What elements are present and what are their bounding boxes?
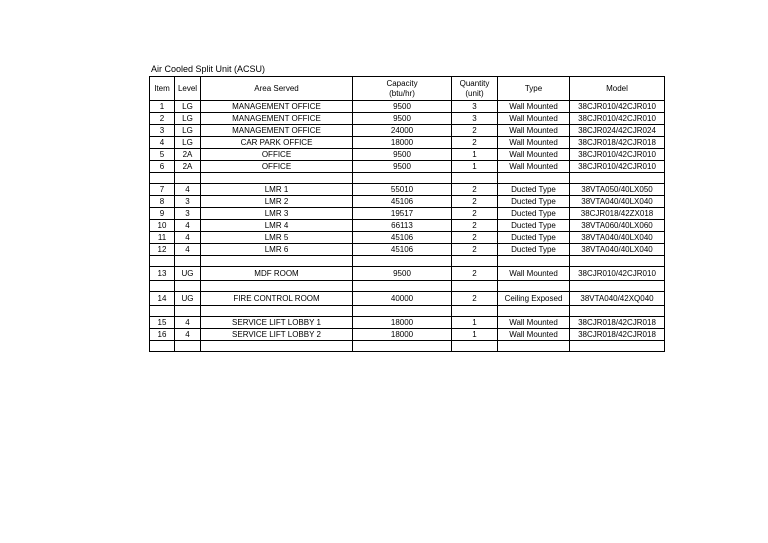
empty-cell <box>150 306 175 317</box>
empty-cell <box>353 306 452 317</box>
empty-cell <box>498 281 570 292</box>
cell-level: UG <box>175 292 201 306</box>
cell-quantity: 2 <box>452 125 498 137</box>
cell-area: LMR 2 <box>201 196 353 208</box>
cell-level: 2A <box>175 161 201 173</box>
empty-cell <box>570 306 665 317</box>
table-row <box>150 125 665 137</box>
empty-cell <box>452 281 498 292</box>
cell-area: MDF ROOM <box>201 267 353 281</box>
cell-quantity: 1 <box>452 161 498 173</box>
empty-cell <box>150 173 175 184</box>
cell-item: 16 <box>150 329 175 341</box>
table-row <box>150 292 665 306</box>
cell-type: Ducted Type <box>498 196 570 208</box>
cell-model: 38VTA040/40LX040 <box>570 196 665 208</box>
header-area-served: Area Served <box>201 77 353 101</box>
cell-item: 1 <box>150 101 175 113</box>
empty-cell <box>201 281 353 292</box>
cell-capacity: 19517 <box>353 208 452 220</box>
spacer-row <box>150 173 665 184</box>
table-row <box>150 161 665 173</box>
empty-cell <box>201 306 353 317</box>
empty-cell <box>452 341 498 352</box>
cell-item: 15 <box>150 317 175 329</box>
table-row <box>150 137 665 149</box>
empty-cell <box>452 173 498 184</box>
cell-capacity: 40000 <box>353 292 452 306</box>
table-body <box>150 101 665 352</box>
cell-level: UG <box>175 267 201 281</box>
cell-quantity: 1 <box>452 329 498 341</box>
cell-area: MANAGEMENT OFFICE <box>201 125 353 137</box>
cell-quantity: 2 <box>452 184 498 196</box>
cell-area: MANAGEMENT OFFICE <box>201 101 353 113</box>
cell-model: 38VTA040/40LX040 <box>570 232 665 244</box>
cell-type: Ceiling Exposed <box>498 292 570 306</box>
cell-level: 4 <box>175 244 201 256</box>
cell-quantity: 2 <box>452 208 498 220</box>
cell-quantity: 2 <box>452 196 498 208</box>
cell-model: 38VTA040/40LX040 <box>570 244 665 256</box>
cell-item: 12 <box>150 244 175 256</box>
empty-cell <box>570 173 665 184</box>
cell-type: Wall Mounted <box>498 137 570 149</box>
cell-level: 2A <box>175 149 201 161</box>
table-row <box>150 101 665 113</box>
empty-cell <box>353 256 452 267</box>
cell-model: 38CJR018/42CJR018 <box>570 329 665 341</box>
cell-type: Wall Mounted <box>498 125 570 137</box>
header-capacity: Capacity (btu/hr) <box>353 77 452 101</box>
empty-cell <box>175 281 201 292</box>
cell-level: 4 <box>175 317 201 329</box>
cell-type: Wall Mounted <box>498 149 570 161</box>
empty-cell <box>570 281 665 292</box>
cell-type: Ducted Type <box>498 244 570 256</box>
empty-cell <box>150 341 175 352</box>
empty-cell <box>201 256 353 267</box>
cell-model: 38CJR010/42CJR010 <box>570 113 665 125</box>
table-title: Air Cooled Split Unit (ACSU) <box>151 64 266 74</box>
cell-type: Ducted Type <box>498 208 570 220</box>
spacer-row <box>150 306 665 317</box>
empty-cell <box>175 173 201 184</box>
cell-capacity: 66113 <box>353 220 452 232</box>
cell-model: 38CJR010/42CJR010 <box>570 101 665 113</box>
cell-model: 38CJR010/42CJR010 <box>570 267 665 281</box>
empty-cell <box>570 256 665 267</box>
cell-area: LMR 4 <box>201 220 353 232</box>
cell-level: 4 <box>175 232 201 244</box>
cell-type: Wall Mounted <box>498 113 570 125</box>
cell-item: 6 <box>150 161 175 173</box>
cell-area: LMR 3 <box>201 208 353 220</box>
cell-item: 4 <box>150 137 175 149</box>
acsu-schedule-table <box>149 76 665 352</box>
cell-level: 3 <box>175 208 201 220</box>
cell-type: Ducted Type <box>498 184 570 196</box>
table-row <box>150 149 665 161</box>
cell-type: Ducted Type <box>498 232 570 244</box>
cell-item: 11 <box>150 232 175 244</box>
cell-model: 38CJR010/42CJR010 <box>570 149 665 161</box>
cell-area: LMR 1 <box>201 184 353 196</box>
cell-item: 7 <box>150 184 175 196</box>
cell-quantity: 2 <box>452 244 498 256</box>
cell-quantity: 1 <box>452 149 498 161</box>
cell-level: LG <box>175 137 201 149</box>
cell-quantity: 2 <box>452 137 498 149</box>
cell-type: Wall Mounted <box>498 101 570 113</box>
table-row <box>150 329 665 341</box>
cell-quantity: 1 <box>452 317 498 329</box>
cell-item: 10 <box>150 220 175 232</box>
cell-type: Wall Mounted <box>498 161 570 173</box>
cell-area: SERVICE LIFT LOBBY 2 <box>201 329 353 341</box>
cell-item: 8 <box>150 196 175 208</box>
cell-type: Wall Mounted <box>498 317 570 329</box>
header-row <box>150 77 665 101</box>
cell-capacity: 9500 <box>353 113 452 125</box>
empty-cell <box>201 173 353 184</box>
cell-capacity: 18000 <box>353 137 452 149</box>
cell-area: FIRE CONTROL ROOM <box>201 292 353 306</box>
empty-cell <box>150 256 175 267</box>
cell-model: 38CJR010/42CJR010 <box>570 161 665 173</box>
table-row <box>150 317 665 329</box>
table-row <box>150 184 665 196</box>
cell-level: 3 <box>175 196 201 208</box>
table-row <box>150 196 665 208</box>
table-row <box>150 113 665 125</box>
cell-level: LG <box>175 101 201 113</box>
cell-model: 38CJR024/42CJR024 <box>570 125 665 137</box>
cell-capacity: 18000 <box>353 329 452 341</box>
cell-capacity: 45106 <box>353 196 452 208</box>
empty-cell <box>498 173 570 184</box>
cell-capacity: 24000 <box>353 125 452 137</box>
spacer-row <box>150 256 665 267</box>
spacer-row <box>150 281 665 292</box>
empty-cell <box>498 256 570 267</box>
cell-quantity: 2 <box>452 220 498 232</box>
cell-model: 38VTA040/42XQ040 <box>570 292 665 306</box>
cell-item: 13 <box>150 267 175 281</box>
empty-cell <box>201 341 353 352</box>
cell-item: 9 <box>150 208 175 220</box>
cell-capacity: 9500 <box>353 101 452 113</box>
cell-level: 4 <box>175 184 201 196</box>
cell-quantity: 2 <box>452 267 498 281</box>
cell-item: 5 <box>150 149 175 161</box>
header-item: Item <box>150 77 175 101</box>
table-row <box>150 232 665 244</box>
cell-capacity: 45106 <box>353 232 452 244</box>
empty-cell <box>353 173 452 184</box>
cell-quantity: 2 <box>452 232 498 244</box>
cell-area: SERVICE LIFT LOBBY 1 <box>201 317 353 329</box>
cell-type: Wall Mounted <box>498 267 570 281</box>
cell-item: 2 <box>150 113 175 125</box>
table-row <box>150 267 665 281</box>
header-model: Model <box>570 77 665 101</box>
cell-area: OFFICE <box>201 149 353 161</box>
cell-type: Wall Mounted <box>498 329 570 341</box>
cell-area: MANAGEMENT OFFICE <box>201 113 353 125</box>
table-row <box>150 244 665 256</box>
empty-cell <box>498 306 570 317</box>
empty-cell <box>452 256 498 267</box>
cell-level: LG <box>175 125 201 137</box>
empty-cell <box>452 306 498 317</box>
cell-capacity: 18000 <box>353 317 452 329</box>
cell-area: LMR 6 <box>201 244 353 256</box>
cell-type: Ducted Type <box>498 220 570 232</box>
cell-model: 38CJR018/42CJR018 <box>570 137 665 149</box>
cell-level: 4 <box>175 329 201 341</box>
header-type: Type <box>498 77 570 101</box>
empty-cell <box>175 256 201 267</box>
cell-model: 38VTA050/40LX050 <box>570 184 665 196</box>
empty-cell <box>175 341 201 352</box>
empty-cell <box>353 281 452 292</box>
cell-level: LG <box>175 113 201 125</box>
cell-quantity: 3 <box>452 113 498 125</box>
table-row <box>150 208 665 220</box>
empty-cell <box>150 281 175 292</box>
empty-cell <box>498 341 570 352</box>
cell-quantity: 2 <box>452 292 498 306</box>
spacer-row <box>150 341 665 352</box>
cell-capacity: 55010 <box>353 184 452 196</box>
cell-quantity: 3 <box>452 101 498 113</box>
cell-level: 4 <box>175 220 201 232</box>
cell-capacity: 45106 <box>353 244 452 256</box>
empty-cell <box>175 306 201 317</box>
cell-area: LMR 5 <box>201 232 353 244</box>
header-level: Level <box>175 77 201 101</box>
cell-item: 3 <box>150 125 175 137</box>
cell-model: 38CJR018/42CJR018 <box>570 317 665 329</box>
cell-area: CAR PARK OFFICE <box>201 137 353 149</box>
cell-area: OFFICE <box>201 161 353 173</box>
empty-cell <box>570 341 665 352</box>
cell-model: 38VTA060/40LX060 <box>570 220 665 232</box>
cell-capacity: 9500 <box>353 161 452 173</box>
cell-capacity: 9500 <box>353 149 452 161</box>
cell-model: 38CJR018/42ZX018 <box>570 208 665 220</box>
table-row <box>150 220 665 232</box>
cell-capacity: 9500 <box>353 267 452 281</box>
cell-item: 14 <box>150 292 175 306</box>
empty-cell <box>353 341 452 352</box>
header-quantity: Quantity (unit) <box>452 77 498 101</box>
